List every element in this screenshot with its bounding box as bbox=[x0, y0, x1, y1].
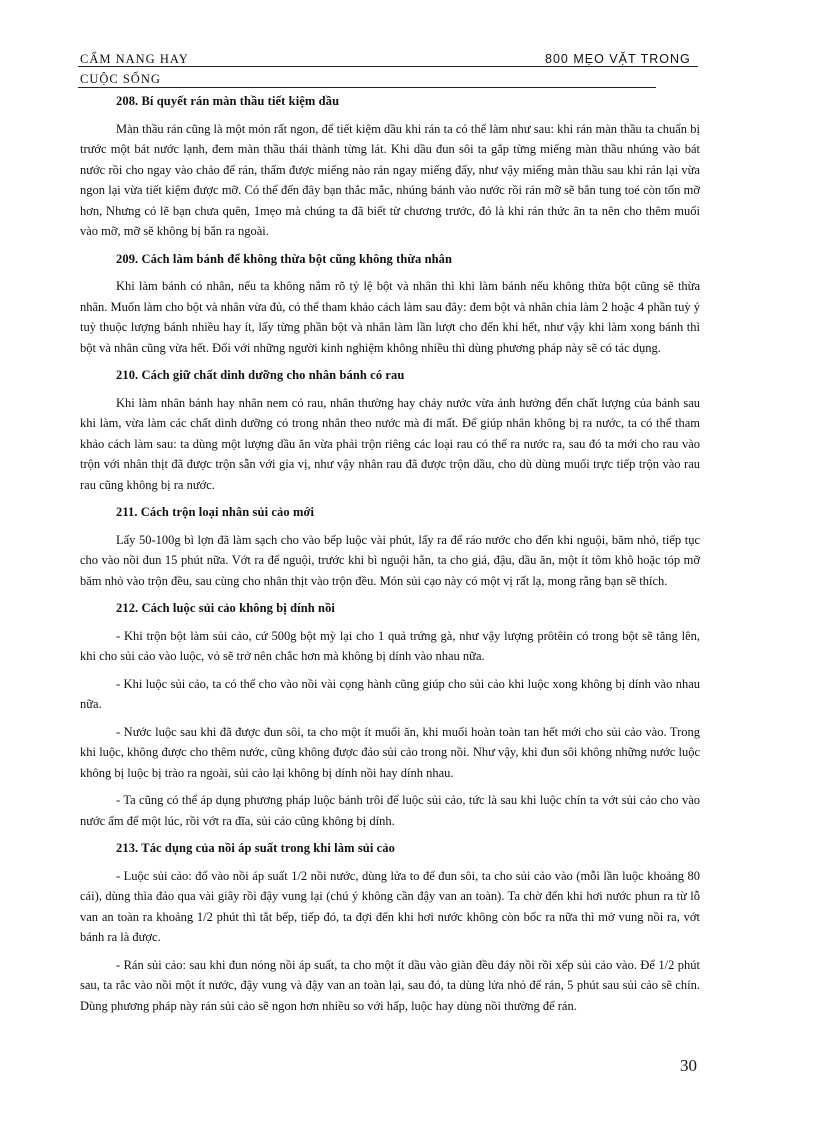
header-second-line: CUỘC SỐNG bbox=[80, 72, 161, 86]
section-paragraph: Lấy 50-100g bì lợn đã làm sạch cho vào bếp luộc vài phút, lấy ra để ráo nước cho đến khi nguội, băm nhỏ, tiếp tục cho vào nồi đun 15 phút nữa. Vớt ra để nguội, trước khi bì nguội hẳn, ta cho giá, đậu, dầu ăn, một ít tôm khô hoặc tóp mỡ băm nhỏ vào trộn đều, sau cùng cho nhân thịt vào trộn đều. Món sủi cạo này có một vị rất lạ, mong rằng bạn sẽ thích. bbox=[80, 532, 700, 588]
section-213 bbox=[80, 838, 700, 1016]
section-208 bbox=[80, 91, 700, 242]
header-right-title: 800 MẸO VẶT TRONG bbox=[545, 52, 691, 66]
section-210 bbox=[80, 365, 700, 495]
section-heading: 213. Tác dụng của nồi áp suất trong khi làm sủi cảo bbox=[116, 841, 396, 855]
header-rule-2 bbox=[78, 87, 656, 88]
section-heading: 210. Cách giữ chất dinh dưỡng cho nhân bánh có rau bbox=[116, 368, 405, 382]
section-heading: 212. Cách luộc sủi cảo không bị dính nồi bbox=[116, 601, 335, 615]
section-paragraph: - Khi trộn bột làm sủi cảo, cứ 500g bột mỳ lại cho 1 quả trứng gà, như vậy lượng prôtêin có trong bột sẽ tăng lên, khi cho sủi cảo vào luộc, vỏ sẽ trở nên chắc hơn mà không bị dính vào nhau nữa. bbox=[80, 628, 700, 663]
section-211 bbox=[80, 502, 700, 591]
section-paragraph: - Ta cũng có thể áp dụng phương pháp luộc bánh trôi để luộc sủi cảo, tức là sau khi luộc chín ta vớt sủi cảo cho vào nước ấm để một lúc, rồi vớt ra đĩa, sủi cảo cũng không bị dính. bbox=[80, 793, 700, 828]
section-paragraph: Khi làm bánh có nhân, nếu ta không nắm rõ tỷ lệ bột và nhân thì khi làm bánh nếu không thừa bột cũng sẽ thừa nhân. Muốn làm cho bột và nhân vừa đủ, có thể tham khảo cách làm sau đây: đem bột và nhân chia làm 2 hoặc 4 phần tuỳ ý tuỳ thuộc lượng bánh nhiều hay ít, lấy từng phần bột và nhân làm lần lượt cho đến khi hết, như vậy khi làm xong bánh thì bột và nhân cũng vừa hết. Đối với những người kinh nghiệm không nhiều thì dùng phương pháp này sẽ có tác dụng. bbox=[80, 279, 700, 355]
section-212 bbox=[80, 598, 700, 831]
header-rule bbox=[78, 66, 698, 67]
section-paragraph: Màn thầu rán cũng là một món rất ngon, để tiết kiệm dầu khi rán ta có thể làm như sau: khi rán màn thầu ta chuẩn bị trước một bát nước lạnh, đem màn thầu thái thành từng lát. Khi dầu đun sôi ta gắp từng miếng màn thầu nhúng vào bát nước rồi cho ngay vào chảo để rán, thấm được miếng nào rán ngay miếng đấy, như vậy miếng màn thầu sau khi rán lại vừa ngon lại vừa tiết kiệm được mỡ. Có thể đến đây bạn thắc mắc, nhúng bánh vào nước rồi rán mỡ sẽ bắn tung toé còn tốn mỡ hơn, Nhưng có lẽ bạn chưa quên, 1mẹo mà chúng ta đã biết từ chương trước, đó là khi rán thức ăn ta nên cho thêm muối vào mỡ, mỡ sẽ không bị bắn ra ngoài. bbox=[80, 121, 700, 238]
section-paragraph: Khi làm nhân bánh hay nhân nem có rau, nhân thường hay chảy nước vừa ảnh hưởng đến chất lượng của bánh sau khi làm, vừa làm các chất dinh dưỡng có trong nhân theo nước mà đi mất. Để giúp nhân không bị ra nước, ta có thể tham khảo cách làm sau: ta dùng một lượng dầu ăn vừa phải trộn riêng các loại rau có thể ra nước ra, sau đó ta mới cho rau vào trộn với nhân thịt đã được trộn sẵn với gia vị, như vậy nhân rau đã được trộn dầu, cho dù dùng muối trực tiếp trộn vào rau rau cũng không bị ra nước. bbox=[80, 395, 700, 492]
section-heading: 209. Cách làm bánh để không thừa bột cũng không thừa nhân bbox=[116, 251, 453, 266]
section-paragraph: - Khi luộc sủi cảo, ta có thể cho vào nồi vài cọng hành cũng giúp cho sủi cảo khi luộc xong không bị dính vào nhau nữa. bbox=[80, 676, 700, 711]
header-left-title: CẨM NANG HAY bbox=[80, 52, 189, 66]
page-content bbox=[80, 91, 700, 1023]
section-heading: 211. Cách trộn loại nhân sủi cảo mới bbox=[116, 505, 315, 519]
section-paragraph: - Nước luộc sau khi đã được đun sôi, ta cho một ít muối ăn, khi muối hoàn toàn tan hết mới cho sủi cảo vào. Trong khi luộc, không được cho thêm nước, cũng không được đảo sủi cảo trong nồi. Như vậy, khi đun sôi không những nước luộc không bị luộc bị trào ra ngoài, sủi cảo lại không bị dính nồi hay dính nhau. bbox=[80, 724, 700, 780]
section-paragraph: - Rán sủi cảo: sau khi đun nóng nồi áp suất, ta cho một ít dầu vào giàn đều đáy nồi rồi xếp sủi cảo vào. Để 1/2 phút sau, ta rắc vào nồi một ít nước, đậy vung và đậy van an toàn lại, sau đó, ta dùng lửa nhỏ để rán, 5 phút sau sủi cảo sẽ chín. Dùng phương pháp này rán sủi cảo sẽ ngon hơn nhiều so với hấp, luộc hay dùng nồi thường để rán. bbox=[80, 957, 700, 1013]
page-number: 30 bbox=[680, 1056, 697, 1075]
section-heading: 208. Bí quyết rán màn thầu tiết kiệm dầu bbox=[116, 94, 340, 108]
section-209 bbox=[80, 249, 700, 359]
section-paragraph: - Luộc sủi cảo: đổ vào nồi áp suất 1/2 nồi nước, dùng lửa to để đun sôi, ta cho sủi cảo vào (mỗi lần luộc khoảng 80 cái), dùng thìa đảo qua vài giây rồi đậy vung lại (chú ý không cần đậy van an toàn). Ta chờ đến khi hơi nước phun ra từ lỗ van an toàn ra khoảng 1/2 phút thì tắt bếp, tiếp đó, ta đợi đến khi hơi nước không còn bốc ra nữa thì mở vung nồi ra, vớt bánh ra là được. bbox=[80, 868, 700, 944]
